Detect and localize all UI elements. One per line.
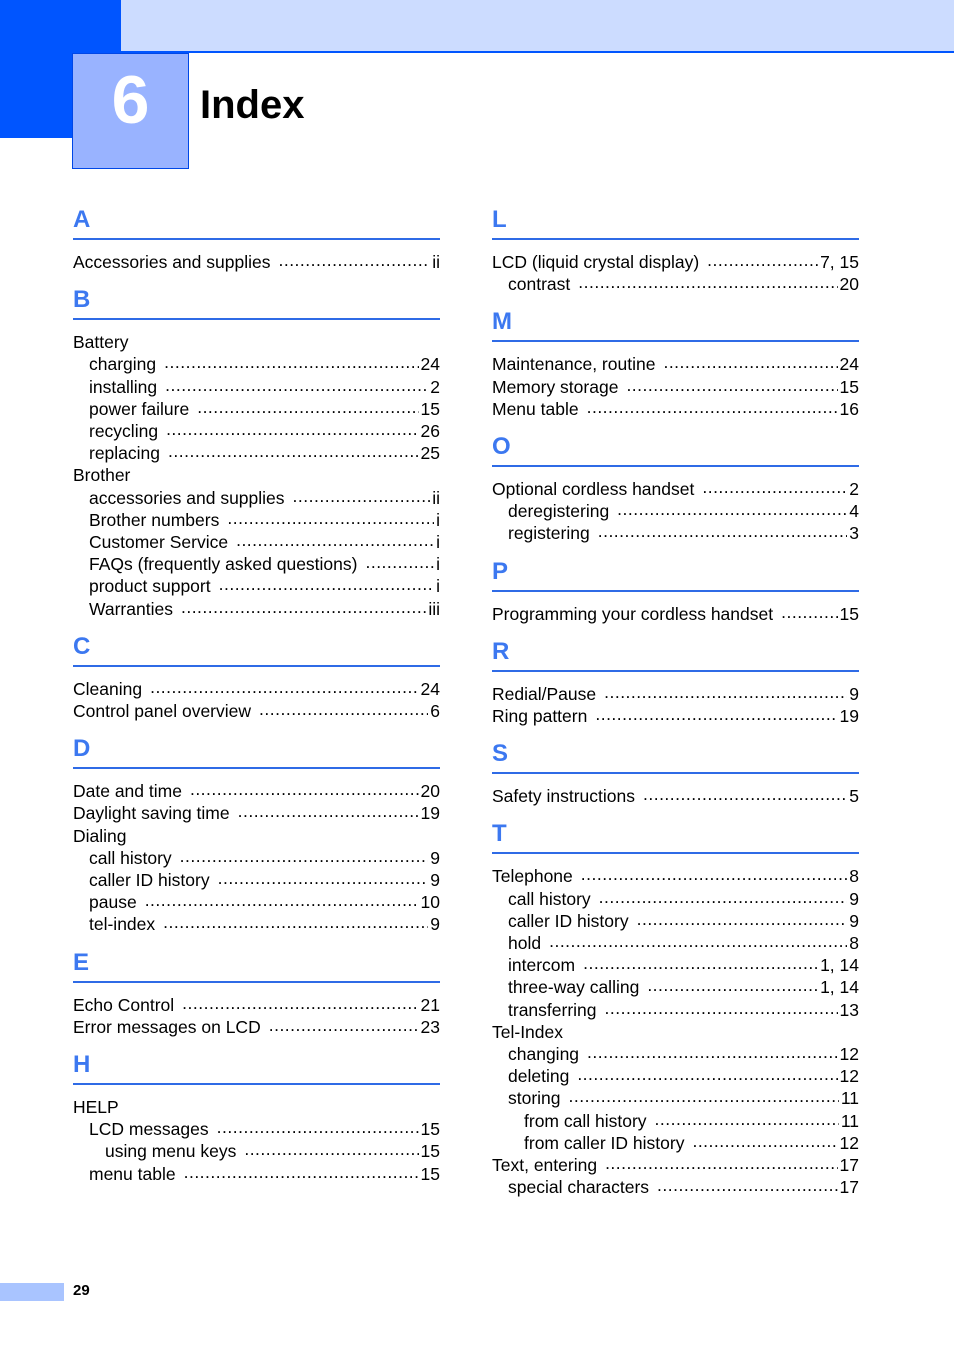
index-term: deleting bbox=[508, 1066, 570, 1087]
chapter-number: 6 bbox=[111, 62, 150, 138]
dot-leader bbox=[145, 894, 419, 908]
index-entry bbox=[492, 376, 859, 398]
index-entry bbox=[73, 1163, 440, 1185]
dot-leader bbox=[599, 891, 848, 905]
section-letter-text: L bbox=[492, 206, 507, 233]
index-section-p bbox=[492, 555, 859, 635]
section-entries bbox=[492, 467, 859, 555]
dot-leader bbox=[190, 783, 419, 797]
dot-leader bbox=[643, 788, 847, 802]
index-entry bbox=[73, 891, 440, 913]
index-page-ref: ii bbox=[432, 487, 440, 508]
index-term: Customer Service bbox=[89, 532, 229, 553]
dot-leader bbox=[626, 379, 837, 393]
dot-leader bbox=[227, 512, 434, 526]
index-entry bbox=[492, 273, 859, 295]
index-page-ref: 9 bbox=[430, 870, 440, 891]
index-term: call history bbox=[508, 888, 591, 909]
index-term: pause bbox=[89, 892, 137, 913]
dot-leader bbox=[587, 401, 838, 415]
index-section-l bbox=[492, 203, 859, 305]
index-term: hold bbox=[508, 933, 542, 954]
index-section-s bbox=[492, 737, 859, 817]
index-entry bbox=[73, 994, 440, 1016]
section-letter bbox=[492, 555, 859, 592]
index-term: Text, entering bbox=[492, 1155, 598, 1176]
section-entries bbox=[492, 854, 859, 1208]
index-page-ref: 3 bbox=[849, 523, 859, 544]
dot-leader bbox=[583, 957, 818, 971]
dot-leader bbox=[595, 708, 837, 722]
dot-leader bbox=[604, 686, 847, 700]
dot-leader bbox=[707, 254, 818, 268]
index-term: Battery bbox=[73, 332, 129, 353]
index-term: Echo Control bbox=[73, 994, 175, 1015]
index-section-d bbox=[73, 732, 440, 945]
section-entries bbox=[492, 342, 859, 430]
section-letter bbox=[492, 203, 859, 240]
section-letter-text: T bbox=[492, 820, 507, 848]
index-entry bbox=[492, 910, 859, 932]
section-entries bbox=[492, 240, 859, 305]
index-page-ref: 15 bbox=[839, 603, 859, 624]
dot-leader bbox=[184, 1166, 419, 1180]
index-page-ref: 8 bbox=[849, 933, 859, 954]
dot-leader bbox=[217, 1121, 419, 1135]
index-entry bbox=[492, 1154, 859, 1176]
index-term: power failure bbox=[89, 398, 190, 419]
index-entry bbox=[73, 353, 440, 375]
index-entry bbox=[73, 251, 440, 273]
section-letter-text: R bbox=[492, 637, 510, 665]
index-entry bbox=[492, 932, 859, 954]
section-entries bbox=[73, 667, 440, 732]
index-term: FAQs (frequently asked questions) bbox=[89, 554, 358, 575]
index-entry bbox=[492, 999, 859, 1021]
index-term: Date and time bbox=[73, 781, 182, 802]
dot-leader bbox=[236, 534, 434, 548]
index-entry bbox=[73, 598, 440, 620]
footer-tab bbox=[0, 1283, 64, 1301]
dot-leader bbox=[605, 1157, 837, 1171]
index-page-ref: 5 bbox=[849, 786, 859, 807]
index-entry bbox=[73, 531, 440, 553]
index-page-ref: 4 bbox=[849, 501, 859, 522]
section-letter-text: P bbox=[492, 557, 509, 585]
index-term: Dialing bbox=[73, 825, 127, 846]
index-term: contrast bbox=[508, 274, 571, 295]
index-term: installing bbox=[89, 376, 158, 397]
index-term: caller ID history bbox=[508, 910, 629, 931]
index-entry bbox=[492, 888, 859, 910]
index-entry bbox=[73, 802, 440, 824]
index-entry bbox=[492, 954, 859, 976]
dot-leader bbox=[163, 916, 428, 930]
index-entry bbox=[492, 865, 859, 887]
index-term: tel-index bbox=[89, 914, 156, 935]
dot-leader bbox=[578, 276, 837, 290]
index-page-ref: 15 bbox=[420, 1119, 440, 1140]
index-page-ref: 9 bbox=[849, 910, 859, 931]
index-page-ref: 24 bbox=[420, 678, 440, 699]
index-term: replacing bbox=[89, 443, 161, 464]
index-entry bbox=[73, 487, 440, 509]
dot-leader bbox=[637, 913, 848, 927]
dot-leader bbox=[165, 379, 428, 393]
index-term: deregistering bbox=[508, 501, 610, 522]
dot-leader bbox=[219, 578, 435, 592]
index-term: using menu keys bbox=[105, 1141, 237, 1162]
index-entry bbox=[73, 847, 440, 869]
section-letter-text: O bbox=[492, 433, 511, 461]
index-page-ref: 1, 14 bbox=[820, 955, 859, 976]
dot-leader bbox=[218, 872, 429, 886]
index-term: LCD (liquid crystal display) bbox=[492, 252, 700, 272]
section-letter-text: A bbox=[73, 206, 91, 233]
index-page-ref: i bbox=[436, 532, 440, 553]
dot-leader bbox=[166, 423, 418, 437]
index-page-ref: 19 bbox=[839, 706, 859, 727]
index-entry bbox=[73, 1096, 440, 1118]
dot-leader bbox=[164, 356, 418, 370]
index-entry bbox=[492, 500, 859, 522]
dot-leader bbox=[168, 445, 419, 459]
index-page-ref: 9 bbox=[849, 888, 859, 909]
index-page-ref: 1, 14 bbox=[820, 977, 859, 998]
index-page-ref: 15 bbox=[420, 398, 440, 419]
section-letter-text: S bbox=[492, 740, 509, 768]
index-page-ref: 26 bbox=[420, 421, 440, 442]
index-entry bbox=[73, 1140, 440, 1162]
index-term: Ring pattern bbox=[492, 706, 588, 727]
index-section-e bbox=[73, 946, 440, 1048]
dot-leader bbox=[197, 401, 418, 415]
index-page-ref: 24 bbox=[839, 354, 859, 375]
index-entry bbox=[73, 464, 440, 486]
index-entry bbox=[492, 603, 859, 625]
index-page-ref: 15 bbox=[839, 376, 859, 397]
index-page-ref: 9 bbox=[849, 683, 859, 704]
index-term: Cleaning bbox=[73, 678, 143, 699]
section-letter bbox=[492, 737, 859, 774]
index-page-ref: 23 bbox=[420, 1016, 440, 1037]
dot-leader bbox=[278, 254, 430, 268]
index-entry bbox=[492, 478, 859, 500]
index-term: Maintenance, routine bbox=[492, 354, 656, 375]
section-entries bbox=[73, 983, 440, 1048]
index-page-ref: 7, 15 bbox=[820, 252, 859, 272]
dot-leader bbox=[182, 997, 418, 1011]
index-term: intercom bbox=[508, 955, 576, 976]
index-right-column bbox=[492, 203, 859, 1208]
section-letter bbox=[73, 946, 440, 983]
index-page-ref: ii bbox=[432, 252, 440, 272]
dot-leader bbox=[269, 1019, 419, 1033]
section-letter bbox=[73, 732, 440, 769]
index-page-ref: 9 bbox=[430, 847, 440, 868]
dot-leader bbox=[150, 681, 418, 695]
index-term: accessories and supplies bbox=[89, 487, 285, 508]
section-letter-text: C bbox=[73, 632, 91, 660]
index-term: Warranties bbox=[89, 598, 173, 619]
dot-leader bbox=[365, 556, 434, 570]
dot-leader bbox=[655, 1113, 839, 1127]
index-term: Memory storage bbox=[492, 376, 619, 397]
index-page-ref: i bbox=[436, 509, 440, 530]
dot-leader bbox=[647, 979, 818, 993]
index-page-ref: 13 bbox=[839, 999, 859, 1020]
section-letter-text: H bbox=[73, 1051, 91, 1079]
dot-leader bbox=[617, 503, 847, 517]
section-entries bbox=[492, 774, 859, 817]
header-band bbox=[0, 0, 954, 52]
index-term: HELP bbox=[73, 1097, 119, 1118]
dot-leader bbox=[581, 868, 847, 882]
index-term: Optional cordless handset bbox=[492, 479, 695, 500]
index-entry bbox=[492, 1065, 859, 1087]
index-term: product support bbox=[89, 576, 211, 597]
index-page-ref: 15 bbox=[420, 1163, 440, 1184]
index-entry bbox=[492, 1132, 859, 1154]
section-letter bbox=[492, 430, 859, 467]
index-entry bbox=[73, 442, 440, 464]
dot-leader bbox=[605, 1002, 838, 1016]
section-entries bbox=[73, 240, 440, 283]
index-term: Daylight saving time bbox=[73, 803, 230, 824]
index-entry bbox=[492, 1087, 859, 1109]
index-entry bbox=[492, 251, 859, 273]
index-page-ref: 15 bbox=[420, 1141, 440, 1162]
section-letter bbox=[73, 203, 440, 240]
index-section-r bbox=[492, 635, 859, 737]
index-entry bbox=[73, 331, 440, 353]
index-section-h bbox=[73, 1048, 440, 1195]
index-term: registering bbox=[508, 523, 590, 544]
index-page-ref: 12 bbox=[839, 1066, 859, 1087]
dot-leader bbox=[293, 490, 431, 504]
dot-leader bbox=[569, 1090, 839, 1104]
index-entry bbox=[73, 700, 440, 722]
index-entry bbox=[73, 913, 440, 935]
section-letter-text: E bbox=[73, 948, 90, 976]
index-entry bbox=[73, 509, 440, 531]
dot-leader bbox=[702, 481, 847, 495]
index-entry bbox=[73, 780, 440, 802]
index-page-ref: 2 bbox=[849, 479, 859, 500]
index-term: charging bbox=[89, 354, 157, 375]
index-term: recycling bbox=[89, 421, 159, 442]
index-term: Safety instructions bbox=[492, 786, 635, 807]
page-title: Index bbox=[200, 83, 305, 127]
index-term: Tel-Index bbox=[492, 1021, 564, 1042]
index-entry bbox=[73, 869, 440, 891]
index-page-ref: 21 bbox=[420, 994, 440, 1015]
index-entry bbox=[492, 683, 859, 705]
index-page-ref: 19 bbox=[420, 803, 440, 824]
index-term: transferring bbox=[508, 999, 597, 1020]
dot-leader bbox=[238, 805, 419, 819]
index-page-ref: 20 bbox=[839, 274, 859, 295]
dot-leader bbox=[663, 356, 837, 370]
index-left-column bbox=[73, 203, 440, 1195]
index-term: Brother numbers bbox=[89, 509, 220, 530]
index-section-m bbox=[492, 305, 859, 430]
index-entry bbox=[73, 678, 440, 700]
index-term: storing bbox=[508, 1088, 561, 1109]
index-entry bbox=[73, 825, 440, 847]
index-term: changing bbox=[508, 1044, 580, 1065]
index-entry bbox=[492, 976, 859, 998]
dot-leader bbox=[587, 1046, 837, 1060]
page-number: 29 bbox=[73, 1282, 90, 1299]
dot-leader bbox=[781, 606, 837, 620]
section-letter bbox=[73, 1048, 440, 1085]
index-term: Accessories and supplies bbox=[73, 252, 271, 272]
section-letter bbox=[492, 817, 859, 854]
dot-leader bbox=[180, 850, 429, 864]
index-entry bbox=[73, 575, 440, 597]
index-entry bbox=[492, 398, 859, 420]
index-section-b bbox=[73, 283, 440, 630]
index-page-ref: iii bbox=[428, 598, 440, 619]
dot-leader bbox=[244, 1143, 418, 1157]
index-entry bbox=[492, 705, 859, 727]
index-term: Menu table bbox=[492, 398, 579, 419]
index-page-ref: 8 bbox=[849, 866, 859, 887]
index-page-ref: 11 bbox=[840, 1088, 859, 1109]
section-entries bbox=[73, 769, 440, 945]
index-page-ref: 12 bbox=[839, 1044, 859, 1065]
index-entry bbox=[492, 353, 859, 375]
index-section-c bbox=[73, 630, 440, 732]
index-section-t bbox=[492, 817, 859, 1208]
index-page-ref: 10 bbox=[420, 892, 440, 913]
index-term: Brother bbox=[73, 465, 131, 486]
index-page-ref: 17 bbox=[839, 1177, 859, 1198]
index-entry bbox=[492, 1176, 859, 1198]
index-term: call history bbox=[89, 847, 172, 868]
dot-leader bbox=[657, 1179, 837, 1193]
index-term: from call history bbox=[524, 1110, 647, 1131]
index-page-ref: 6 bbox=[430, 701, 440, 722]
section-letter bbox=[492, 635, 859, 672]
section-letter-text: M bbox=[492, 308, 512, 336]
index-term: Control panel overview bbox=[73, 701, 252, 722]
index-entry bbox=[73, 420, 440, 442]
index-section-o bbox=[492, 430, 859, 555]
section-letter bbox=[73, 283, 440, 320]
section-entries bbox=[492, 672, 859, 737]
index-page-ref: 12 bbox=[839, 1132, 859, 1153]
section-entries bbox=[73, 1085, 440, 1195]
index-page-ref: i bbox=[436, 576, 440, 597]
index-page-ref: 25 bbox=[420, 443, 440, 464]
index-term: Programming your cordless handset bbox=[492, 603, 774, 624]
index-section-a bbox=[73, 203, 440, 283]
index-term: from caller ID history bbox=[524, 1132, 685, 1153]
index-page-ref: i bbox=[436, 554, 440, 575]
index-term: caller ID history bbox=[89, 870, 210, 891]
index-term: Error messages on LCD bbox=[73, 1016, 261, 1037]
section-letter bbox=[492, 305, 859, 342]
dot-leader bbox=[259, 703, 428, 717]
index-page-ref: 16 bbox=[839, 398, 859, 419]
index-page-ref: 24 bbox=[420, 354, 440, 375]
section-entries bbox=[492, 592, 859, 635]
section-letter-text: B bbox=[73, 286, 91, 314]
chapter-number-box bbox=[72, 53, 189, 169]
index-entry bbox=[492, 522, 859, 544]
index-entry bbox=[492, 785, 859, 807]
index-entry bbox=[73, 398, 440, 420]
index-term: special characters bbox=[508, 1177, 650, 1198]
index-entry bbox=[492, 1043, 859, 1065]
section-letter-text: D bbox=[73, 735, 91, 763]
index-term: menu table bbox=[89, 1163, 176, 1184]
index-page-ref: 17 bbox=[839, 1155, 859, 1176]
index-term: three-way calling bbox=[508, 977, 640, 998]
index-page-ref: 20 bbox=[420, 781, 440, 802]
index-term: Telephone bbox=[492, 866, 573, 887]
dot-leader bbox=[549, 935, 847, 949]
dot-leader bbox=[692, 1135, 837, 1149]
index-term: LCD messages bbox=[89, 1119, 209, 1140]
index-entry bbox=[73, 376, 440, 398]
dot-leader bbox=[598, 525, 848, 539]
index-entry bbox=[73, 1016, 440, 1038]
index-page-ref: 9 bbox=[430, 914, 440, 935]
section-entries bbox=[73, 320, 440, 630]
index-page-ref: 2 bbox=[430, 376, 440, 397]
index-entry bbox=[492, 1021, 859, 1043]
index-entry bbox=[73, 553, 440, 575]
dot-leader bbox=[577, 1068, 837, 1082]
index-entry bbox=[492, 1110, 859, 1132]
index-entry bbox=[73, 1118, 440, 1140]
dot-leader bbox=[181, 601, 426, 615]
index-page-ref: 11 bbox=[840, 1110, 859, 1131]
index-term: Redial/Pause bbox=[492, 683, 597, 704]
section-letter bbox=[73, 630, 440, 667]
